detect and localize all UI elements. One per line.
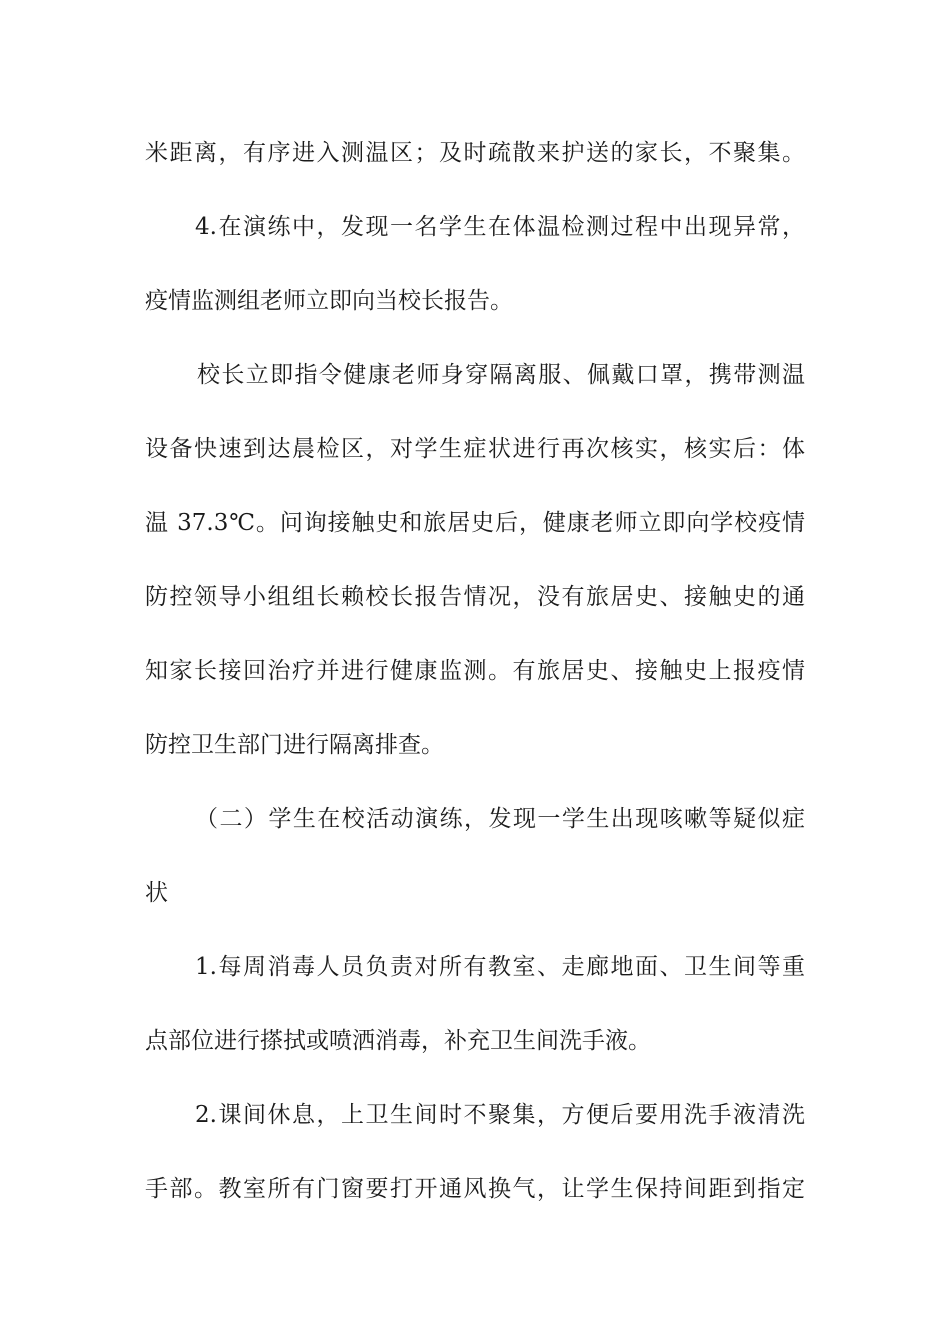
text-line-6: 温 37.3℃。问询接触史和旅居史后，健康老师立即向学校疫情 [145, 510, 805, 536]
text-line-4: 校长立即指令健康老师身穿隔离服、佩戴口罩，携带测温 [197, 362, 805, 388]
section-heading-line-1: （二）学生在校活动演练，发现一学生出现咳嗽等疑似症 [195, 806, 805, 832]
text-line-14: 2.课间休息，上卫生间时不聚集，方便后要用洗手液清洗 [195, 1102, 805, 1128]
text-line-15: 手部。教室所有门窗要打开通风换气，让学生保持间距到指定 [145, 1176, 805, 1202]
section-heading-line-2: 状 [145, 880, 168, 906]
text-line-7: 防控领导小组组长赖校长报告情况，没有旅居史、接触史的通 [145, 584, 805, 610]
text-line-8: 知家长接回治疗并进行健康监测。有旅居史、接触史上报疫情 [145, 658, 805, 684]
text-line-12: 1.每周消毒人员负责对所有教室、走廊地面、卫生间等重 [195, 954, 805, 980]
text-line-3: 疫情监测组老师立即向当校长报告。 [145, 288, 513, 314]
text-line-9: 防控卫生部门进行隔离排查。 [145, 732, 444, 758]
text-line-2: 4.在演练中，发现一名学生在体温检测过程中出现异常， [195, 214, 805, 240]
text-line-13: 点部位进行搽拭或喷洒消毒，补充卫生间洗手液。 [145, 1028, 651, 1054]
text-line-5: 设备快速到达晨检区，对学生症状进行再次核实，核实后：体 [145, 436, 805, 462]
text-line-1: 米距离，有序进入测温区；及时疏散来护送的家长，不聚集。 [145, 140, 805, 166]
